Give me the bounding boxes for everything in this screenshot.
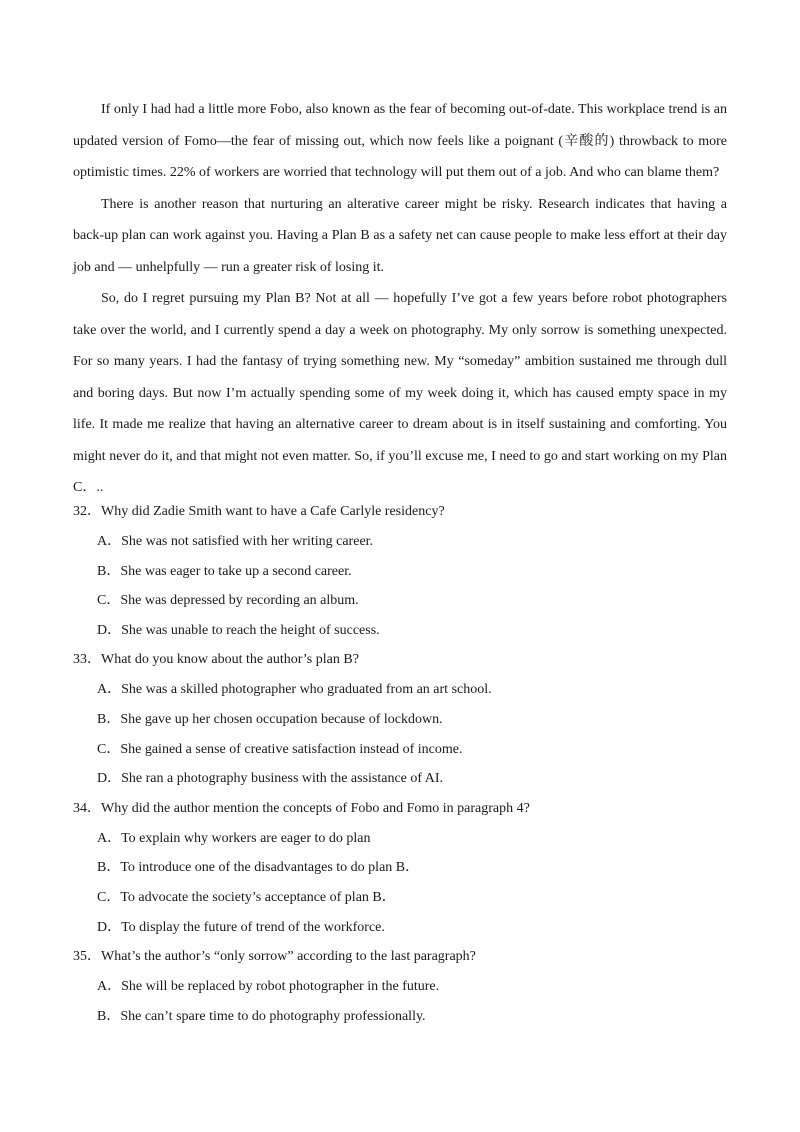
option-list <box>73 527 727 645</box>
option-b: B．She gave up her chosen occupation because of lockdown. <box>97 711 443 727</box>
option-b: B．To introduce one of the disadvantages to do plan B． <box>97 860 420 876</box>
question-stem: 35．What’s the author’s “only sorrow” according to the last paragraph? <box>73 949 476 965</box>
option-list <box>73 675 727 793</box>
option-list <box>73 972 727 1031</box>
question-stem: 32．Why did Zadie Smith want to have a Cafe Carlyle residency? <box>73 504 445 519</box>
reading-passage <box>73 94 727 504</box>
option-c: C．She gained a sense of creative satisfaction instead of income. <box>97 741 463 757</box>
question-33 <box>73 645 727 793</box>
question-32 <box>73 497 727 645</box>
option-a: A．She will be replaced by robot photographer in the future. <box>97 979 440 995</box>
option-c: C．To advocate the society’s acceptance of plan B． <box>97 889 396 905</box>
option-d: D．She ran a photography business with the assistance of AI. <box>97 771 444 787</box>
question-stem: 34．Why did the author mention the concepts of Fobo and Fomo in paragraph 4? <box>73 800 530 816</box>
option-c: C．She was depressed by recording an album. <box>97 593 359 609</box>
question-35 <box>73 942 727 1031</box>
option-a: A．To explain why workers are eager to do plan <box>97 830 371 846</box>
passage-paragraph: If only I had had a little more Fobo, also known as the fear of becoming out-of-date. This workplace trend is an updated version of Fomo—the fear of missing out, which now feels like a poignant (辛酸的) throwback to more optimistic times. 22% of workers are worried that technology will put them out of a job. And who can blame them? <box>73 102 727 180</box>
option-b: B．She was eager to take up a second career. <box>97 563 352 579</box>
option-a: A．She was not satisfied with her writing career. <box>97 534 374 549</box>
passage-paragraph: So, do I regret pursuing my Plan B? Not at all — hopefully I’ve got a few years before robot photographers take over the world, and I currently spend a day a week on photography. My only sorrow is something unexpected. For so many years. I had the fantasy of trying something new. My “someday” ambition sustained me through dull and boring days. But now I’m actually spending some of my week doing it, which has caused empty space in my life. It made me realize that having an alternative career to dream about is in itself sustaining and comforting. You might never do it, and that might not even matter. So, if you’ll excuse me, I need to go and start working on my Plan C．.. <box>73 291 727 495</box>
option-d: D．She was unable to reach the height of success. <box>97 622 380 638</box>
question-34 <box>73 794 727 942</box>
option-b: B．She can’t spare time to do photography professionally. <box>97 1008 426 1024</box>
question-list <box>73 497 727 1031</box>
passage-paragraph: There is another reason that nurturing an alterative career might be risky. Research indicates that having a back-up plan can work against you. Having a Plan B as a safety net can cause people to make less effort at their day job and — unhelpfully — run a greater risk of losing it. <box>73 196 727 275</box>
option-list <box>73 824 727 942</box>
option-a: A．She was a skilled photographer who graduated from an art school. <box>97 682 492 698</box>
question-stem: 33．What do you know about the author’s plan B? <box>73 652 359 668</box>
option-d: D．To display the future of trend of the workforce. <box>97 919 385 935</box>
